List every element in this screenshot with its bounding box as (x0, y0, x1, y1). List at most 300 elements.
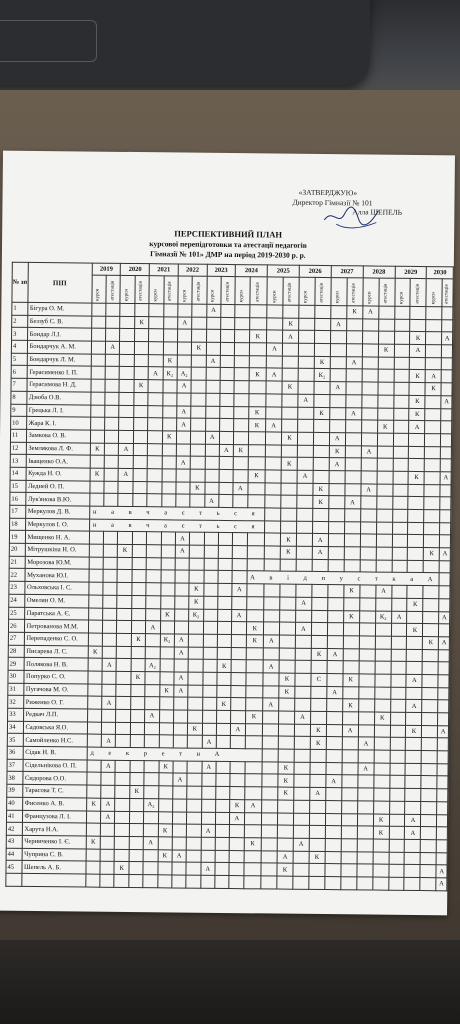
mark-cell (394, 332, 410, 345)
mark-cell (408, 535, 424, 548)
mark-cell (359, 636, 375, 649)
mark-cell (298, 381, 314, 394)
mark-cell (115, 798, 129, 811)
mark-cell (217, 685, 231, 698)
mark-cell: А (410, 344, 426, 357)
mark-cell (201, 850, 215, 863)
mark-cell: А (202, 736, 216, 749)
mark-cell (392, 484, 408, 497)
mark-cell (187, 812, 201, 825)
mark-cell (134, 392, 148, 405)
row-name: Писарева Л. С. (24, 645, 88, 658)
mark-cell (245, 761, 263, 774)
mark-cell (118, 532, 132, 545)
mark-cell (422, 700, 438, 713)
mark-cell (119, 379, 133, 392)
mark-cell (91, 367, 105, 380)
mark-cell (342, 775, 358, 788)
mark-cell (393, 471, 409, 484)
mark-cell (406, 712, 422, 725)
mark-cell (425, 395, 441, 408)
mark-cell (246, 584, 264, 597)
mark-cell (421, 776, 437, 789)
mark-cell (265, 432, 281, 445)
mark-cell (105, 367, 119, 380)
mark-cell (358, 775, 374, 788)
mark-cell: К (162, 431, 176, 444)
mark-cell (105, 430, 119, 443)
mark-cell (159, 722, 173, 735)
mark-cell (161, 545, 175, 558)
mark-cell (192, 304, 206, 317)
mark-cell: А (206, 304, 220, 317)
mark-cell (279, 698, 295, 711)
mark-cell (438, 738, 449, 751)
mark-cell (297, 496, 313, 509)
mark-cell (188, 685, 202, 698)
mark-cell (218, 533, 232, 546)
mark-cell (234, 393, 248, 406)
mark-cell: К (88, 646, 102, 659)
mark-cell (425, 421, 441, 434)
mark-cell (311, 610, 327, 623)
mark-cell (261, 838, 277, 851)
header-year: 2028 (363, 266, 395, 278)
mark-cell (105, 354, 119, 367)
row-name: Ледней О. П. (25, 480, 89, 493)
mark-cell: К (310, 724, 326, 737)
mark-cell (422, 725, 438, 738)
mark-cell (438, 713, 449, 726)
mark-cell (246, 647, 264, 660)
mark-cell: К (190, 482, 204, 495)
mark-cell (120, 316, 134, 329)
mark-cell (230, 787, 244, 800)
mark-cell (217, 634, 231, 647)
header-sub-label: атестація (224, 282, 231, 303)
mark-cell (437, 814, 448, 827)
mark-cell: К (244, 838, 262, 851)
mark-cell (204, 533, 218, 546)
mark-cell (342, 737, 358, 750)
laptop-corner (0, 0, 370, 85)
mark-cell (163, 329, 177, 342)
mark-cell (219, 482, 233, 495)
row-number: 35 (7, 734, 23, 747)
mark-cell: К (281, 457, 297, 470)
mark-cell (309, 838, 325, 851)
mark-cell: К (378, 344, 394, 357)
mark-cell (440, 560, 451, 573)
mark-cell (377, 484, 393, 497)
mark-cell (359, 661, 375, 674)
mark-cell (376, 509, 392, 522)
mark-cell (129, 811, 143, 824)
header-sub-attestation (135, 276, 150, 304)
mark-cell (342, 762, 358, 775)
mark-cell (175, 596, 189, 609)
mark-cell: К (158, 849, 172, 862)
mark-cell (230, 761, 244, 774)
mark-cell (378, 382, 394, 395)
mark-cell (311, 661, 327, 674)
row-number: 13 (10, 454, 26, 467)
header-sub-attestation (192, 276, 207, 304)
mark-cell (362, 319, 378, 332)
header-sub-label: атестація (255, 282, 261, 303)
mark-cell (103, 570, 117, 583)
mark-cell (404, 865, 420, 878)
mark-cell: К (217, 698, 231, 711)
mark-cell (190, 469, 204, 482)
mark-cell (173, 710, 187, 723)
mark-cell (162, 469, 176, 482)
mark-cell (408, 497, 424, 510)
mark-cell (421, 839, 437, 852)
row-number: 7 (11, 378, 27, 391)
row-number: 24 (9, 594, 25, 607)
mark-cell (391, 585, 407, 598)
mark-cell (343, 648, 359, 661)
mark-cell: А (326, 775, 342, 788)
mark-cell (389, 788, 405, 801)
mark-cell (244, 774, 262, 787)
mark-cell (325, 851, 341, 864)
mark-cell (358, 712, 374, 725)
row-name: Перепаденко С. О. (24, 632, 88, 645)
mark-cell: К (346, 306, 362, 319)
mark-cell (312, 559, 328, 572)
mark-cell (359, 598, 375, 611)
mark-cell (328, 585, 344, 598)
mark-cell (230, 774, 244, 787)
mark-cell (188, 647, 202, 660)
mark-cell: А (442, 332, 453, 345)
mark-cell: А (409, 421, 425, 434)
mark-cell (116, 697, 130, 710)
header-year: 2020 (121, 263, 150, 275)
header-sub-label: атестація (167, 281, 173, 302)
mark-cell: К (409, 408, 425, 421)
mark-cell (263, 622, 279, 635)
mark-cell: А (358, 737, 374, 750)
mark-cell (376, 522, 392, 535)
mark-cell (177, 355, 191, 368)
mark-cell (277, 838, 293, 851)
row-name: Черниченко І. Є. (22, 835, 86, 848)
mark-cell (407, 611, 423, 624)
mark-cell (312, 508, 328, 521)
mark-cell (174, 697, 188, 710)
mark-cell (103, 544, 117, 557)
mark-cell (231, 711, 245, 724)
mark-cell (230, 825, 244, 838)
row-number: 27 (8, 632, 24, 645)
mark-cell (281, 508, 297, 521)
header-sub-label: курси (95, 288, 102, 301)
mark-cell (378, 357, 394, 370)
mark-cell: А (101, 798, 115, 811)
mark-cell (219, 419, 233, 432)
mark-cell (281, 495, 297, 508)
mark-cell (172, 875, 186, 888)
row-number: 9 (11, 404, 27, 417)
row-number: 32 (8, 696, 24, 709)
mark-cell (232, 558, 246, 571)
row-name: Попурко С. О. (23, 670, 87, 683)
mark-cell: А (200, 862, 214, 875)
mark-cell (115, 836, 129, 849)
mark-cell: А (174, 672, 188, 685)
mark-cell (129, 874, 143, 887)
mark-cell (404, 877, 420, 890)
mark-cell (426, 307, 442, 320)
mark-cell (309, 826, 325, 839)
mark-cell: А (330, 318, 346, 331)
header-year: 2025 (267, 265, 299, 277)
mark-cell (87, 772, 101, 785)
header-sub-courses (120, 275, 135, 303)
mark-cell (377, 458, 393, 471)
mark-cell (280, 597, 296, 610)
mark-cell (329, 471, 345, 484)
mark-cell: К (159, 684, 173, 697)
mark-cell (439, 573, 450, 586)
mark-cell (131, 659, 145, 672)
mark-cell: А (361, 445, 377, 458)
mark-cell (266, 356, 282, 369)
mark-cell (231, 647, 245, 660)
mark-cell (282, 369, 298, 382)
mark-cell: А (426, 370, 442, 383)
mark-cell (422, 687, 438, 700)
mark-cell (176, 431, 190, 444)
mark-cell: А (102, 697, 116, 710)
mark-cell: К (311, 648, 327, 661)
row-name: Петрованова М.М. (24, 620, 88, 633)
mark-cell: А (406, 700, 422, 713)
mark-cell (233, 457, 247, 470)
mark-cell (134, 329, 148, 342)
mark-cell (161, 494, 175, 507)
mark-cell (345, 483, 361, 496)
mark-cell (297, 457, 313, 470)
mark-cell (267, 305, 283, 318)
mark-cell: А (294, 711, 310, 724)
mark-cell (375, 661, 391, 674)
mark-cell (144, 735, 158, 748)
mark-cell (144, 773, 158, 786)
mark-cell: А (330, 382, 346, 395)
mark-cell (215, 799, 229, 812)
approval-line-1: «ЗАТВЕРДЖУЮ» (298, 187, 358, 198)
mark-cell (313, 470, 329, 483)
mark-cell (204, 482, 218, 495)
row-number: 43 (6, 835, 22, 848)
mark-cell (343, 598, 359, 611)
mark-cell (264, 609, 280, 622)
mark-cell (424, 510, 440, 523)
mark-cell (104, 481, 118, 494)
row-number: 31 (8, 683, 24, 696)
mark-cell (296, 559, 312, 572)
mark-cell (133, 494, 147, 507)
mark-cell (191, 355, 205, 368)
mark-cell (261, 876, 277, 889)
row-name: Мітрушкіна Н. О. (25, 543, 89, 556)
mark-cell (130, 773, 144, 786)
row-note: н а в ч а є т ь с я (89, 506, 264, 521)
mark-cell (145, 684, 159, 697)
mark-cell (392, 497, 408, 510)
mark-cell (378, 331, 394, 344)
mark-cell (440, 510, 451, 523)
header-year: 2022 (178, 264, 207, 276)
row-name: Меркулов Д. В. (25, 505, 89, 518)
mark-cell (216, 736, 230, 749)
header-sub-attestation (283, 277, 299, 305)
mark-cell (203, 634, 217, 647)
mark-cell (281, 445, 297, 458)
mark-cell (325, 826, 341, 839)
mark-cell (424, 497, 440, 510)
mark-cell (132, 595, 146, 608)
mark-cell (162, 456, 176, 469)
mark-cell (309, 864, 325, 877)
mark-cell (90, 481, 104, 494)
mark-cell: А (176, 418, 190, 431)
mark-cell (311, 699, 327, 712)
mark-cell (442, 345, 453, 358)
mark-cell (244, 812, 262, 825)
mark-cell (190, 532, 204, 545)
mark-cell (442, 319, 453, 332)
mark-cell (89, 557, 103, 570)
mark-cell (173, 735, 187, 748)
mark-cell (246, 660, 264, 673)
mark-cell (229, 863, 243, 876)
row-number: 3 (12, 328, 28, 341)
mark-cell: К (424, 548, 440, 561)
mark-cell: А (173, 773, 187, 786)
mark-cell (343, 686, 359, 699)
mark-cell (220, 342, 234, 355)
row-name: Іващенко О.А. (26, 455, 90, 468)
mark-cell (202, 685, 216, 698)
mark-cell (187, 761, 201, 774)
mark-cell (374, 699, 390, 712)
mark-cell: А (174, 634, 188, 647)
header-sub-label: атестація (287, 282, 294, 303)
mark-cell (425, 408, 441, 421)
mark-cell: А₂ (177, 367, 191, 380)
row-name: Самойленко Н.С. (23, 734, 87, 747)
mark-cell (374, 725, 390, 738)
mark-cell (391, 661, 407, 674)
mark-cell (187, 799, 201, 812)
mark-cell (261, 850, 277, 863)
mark-cell (295, 699, 311, 712)
mark-cell (282, 356, 298, 369)
mark-cell: А (327, 686, 343, 699)
mark-cell (438, 675, 449, 688)
mark-cell (191, 393, 205, 406)
mark-cell (409, 433, 425, 446)
mark-cell (309, 800, 325, 813)
mark-cell (115, 824, 129, 837)
mark-cell (441, 434, 452, 447)
mark-cell (421, 827, 437, 840)
mark-cell (229, 875, 243, 888)
mark-cell: А (201, 824, 215, 837)
mark-cell (132, 557, 146, 570)
mark-cell (129, 862, 143, 875)
mark-cell: К (313, 483, 329, 496)
mark-cell (87, 734, 101, 747)
mark-cell (442, 357, 453, 370)
mark-cell (249, 355, 267, 368)
mark-cell: А (406, 674, 422, 687)
mark-cell (345, 420, 361, 433)
mark-cell (279, 660, 295, 673)
mark-cell (115, 760, 129, 773)
mark-cell (146, 570, 160, 583)
row-number: 38 (7, 772, 23, 785)
mark-cell (231, 660, 245, 673)
mark-cell (102, 633, 116, 646)
mark-cell (264, 546, 280, 559)
mark-cell: А (327, 648, 343, 661)
mark-cell (206, 330, 220, 343)
mark-cell (441, 408, 452, 421)
mark-cell (120, 354, 134, 367)
mark-cell: А (293, 838, 309, 851)
mark-cell (378, 319, 394, 332)
mark-cell: К (188, 723, 202, 736)
mark-cell (314, 394, 330, 407)
mark-cell: К (131, 671, 145, 684)
mark-cell (90, 455, 104, 468)
mark-cell (91, 341, 105, 354)
mark-cell (341, 788, 357, 801)
mark-cell (298, 343, 314, 356)
mark-cell (249, 343, 267, 356)
mark-cell (388, 864, 404, 877)
mark-cell: А (440, 472, 451, 485)
mark-cell (118, 481, 132, 494)
mark-cell (220, 381, 234, 394)
mark-cell (391, 636, 407, 649)
header-sub-courses (92, 275, 107, 303)
mark-cell (311, 623, 327, 636)
row-name: Сідельнікова О. П. (23, 759, 87, 772)
mark-cell (147, 443, 161, 456)
mark-cell: К (90, 443, 104, 456)
mark-cell (361, 407, 377, 420)
mark-cell (390, 712, 406, 725)
header-year: 2023 (207, 264, 236, 276)
mark-cell (218, 584, 232, 597)
mark-cell (173, 761, 187, 774)
header-sub-courses (426, 279, 442, 307)
mark-cell: К (130, 786, 144, 799)
mark-cell (21, 873, 85, 886)
mark-cell (437, 763, 448, 776)
mark-cell (103, 557, 117, 570)
mark-cell (341, 826, 357, 839)
mark-cell (265, 470, 281, 483)
mark-cell (408, 560, 424, 573)
